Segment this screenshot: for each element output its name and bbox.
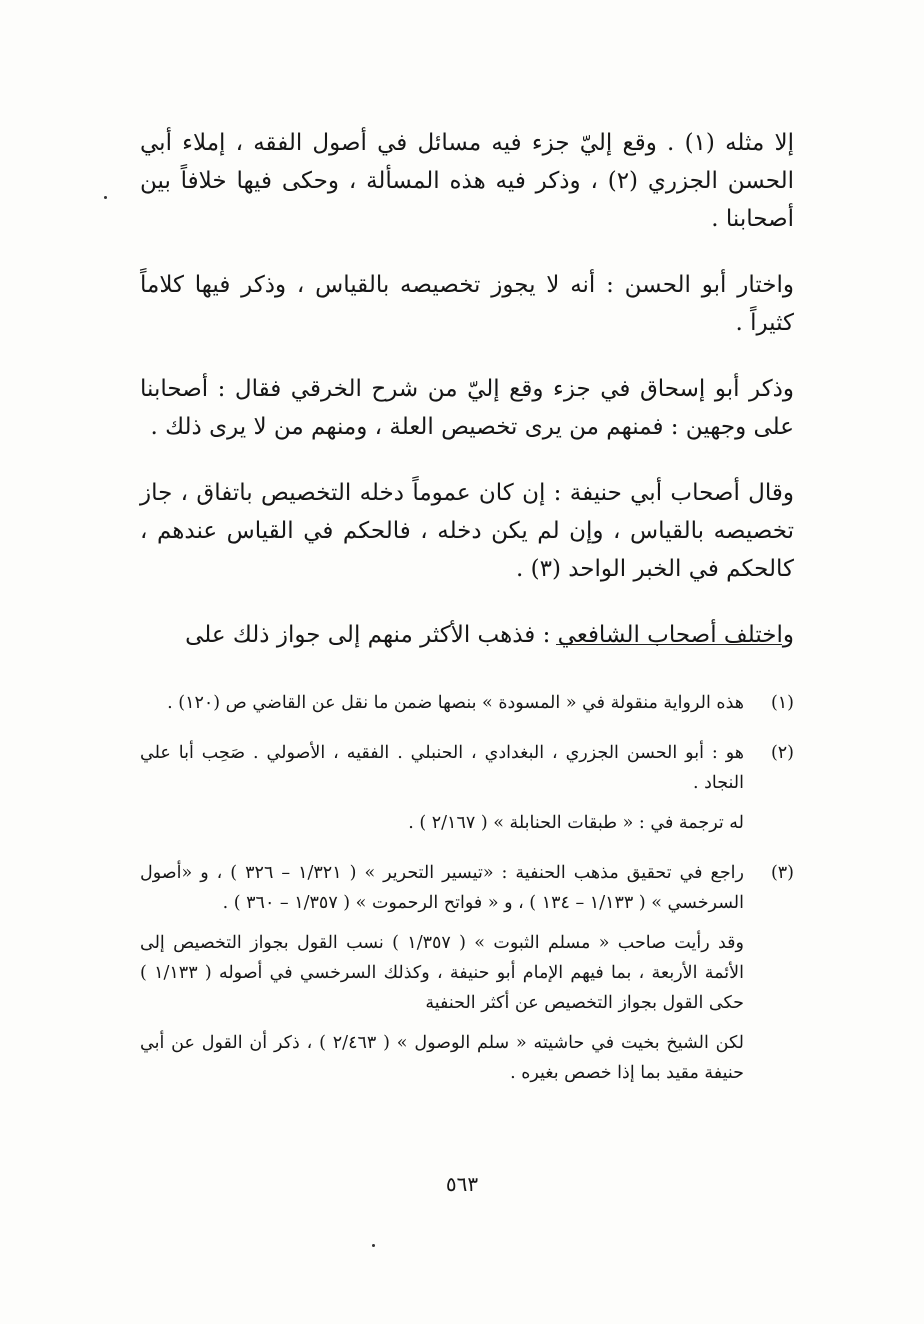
- footnote-text: لكن الشيخ بخيت في حاشيته « سلم الوصول » ( ٢/٤٦٣ ) ، ذكر أن القول عن أبي حنيفة مقيد بما إذا خصص بغيره .: [140, 1033, 744, 1083]
- footnote-separator: [556, 644, 782, 645]
- footnote-text: له ترجمة في : « طبقات الحنابلة » ( ٢/١٦٧ ) .: [408, 813, 744, 833]
- footnote-number: (١): [770, 693, 794, 713]
- footnote-text: وقد رأيت صاحب « مسلم الثبوت » ( ١/٣٥٧ ) نسب القول بجواز التخصيص إلى الأئمة الأربعة ، بما فيهم الإمام أبو حنيفة ، وكذلك السرخسي في أصوله ( ١/١٣٣ ) حكى القول بجواز التخصيص عن أكثر الحنفية: [140, 933, 745, 1013]
- footnote-text: راجع في تحقيق مذهب الحنفية : «تيسير التحرير » ( ١/٣٢١ – ٣٢٦ ) ، و «أصول السرخسي » ( ١/١٣٣ – ١٣٤ ) ، و « فواتح الرحموت » ( ١/٣٥٧ – ٣٦٠ ) .: [140, 863, 744, 913]
- body-paragraph: واختار أبو الحسن : أنه لا يجوز تخصيصه بالقياس ، وذكر فيها كلاماً كثيراً .: [140, 272, 794, 336]
- scan-speck: [104, 196, 107, 199]
- footnote-text: هذه الرواية منقولة في « المسودة » بنصها ضمن ما نقل عن القاضي ص (١٢٠) .: [167, 693, 744, 713]
- footnote-text: هو : أبو الحسن الجزري ، البغدادي ، الحنبلي . الفقيه ، الأصولي . صَحِب أبا علي النجاد .: [140, 743, 744, 793]
- footnote-number: (٣): [770, 863, 794, 883]
- footnote-3: [140, 858, 794, 1098]
- page-number: ٥٦٣: [445, 1172, 479, 1196]
- footnote-1: [140, 688, 794, 728]
- body-paragraph: واختلف أصحاب الشافعي : فذهب الأكثر منهم إلى جواز ذلك على: [185, 622, 794, 648]
- footnote-number: (٢): [770, 743, 794, 763]
- body-paragraph: إلا مثله (١) . وقع إليّ جزء فيه مسائل في أصول الفقه ، إملاء أبي الحسن الجزري (٢) ، وذكر فيه هذه المسألة ، وحكى فيها خلافاً بين أصحابنا .: [140, 130, 794, 232]
- body-paragraph: وقال أصحاب أبي حنيفة : إن كان عموماً دخله التخصيص باتفاق ، جاز تخصيصه بالقياس ، وإن لم يكن دخله ، فالحكم في القياس عندهم ، كالحكم في الخبر الواحد (٣) .: [140, 480, 794, 582]
- footnote-2: [140, 738, 794, 848]
- body-paragraph: وذكر أبو إسحاق في جزء وقع إليّ من شرح الخرقي فقال : أصحابنا على وجهين : فمنهم من يرى تخصيص العلة ، ومنهم من لا يرى ذلك .: [140, 376, 794, 440]
- main-text: [140, 124, 794, 682]
- scan-speck: [372, 1244, 375, 1247]
- footnotes: [140, 688, 794, 1108]
